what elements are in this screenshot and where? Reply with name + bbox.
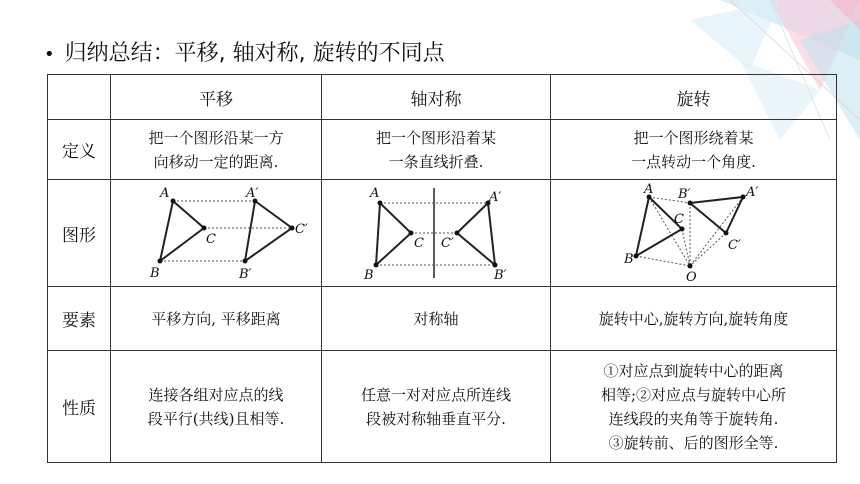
figure-symmetry	[322, 180, 551, 287]
elements-symmetry: 对称轴	[322, 287, 551, 351]
label-B: B	[364, 268, 374, 283]
label-B1: B′	[239, 267, 252, 282]
label-C1: C′	[295, 222, 308, 237]
label-O: O	[685, 270, 697, 283]
row-header-elements: 要素	[48, 287, 111, 351]
column-header-rotation: 旋转	[551, 75, 837, 120]
row-header-definition: 定义	[48, 120, 111, 180]
text-line: ③旋转前、后的图形全等.	[608, 433, 779, 452]
label-A1: A′	[745, 185, 758, 200]
symmetry-diagram	[326, 183, 546, 283]
figure-row	[48, 180, 837, 287]
figure-rotation	[551, 180, 837, 287]
header-row	[48, 75, 837, 120]
title-text: 归纳总结：平移, 轴对称, 旋转的不同点	[64, 41, 445, 66]
label-C1: C′	[441, 236, 454, 251]
text-line: 把一个图形沿着某	[375, 128, 496, 147]
label-C: C	[206, 232, 216, 247]
text-line: 相等;②对应点与旋转中心所	[600, 385, 787, 404]
text-line: ①对应点到旋转中心的距离	[603, 361, 784, 380]
column-header-symmetry: 轴对称	[322, 75, 551, 120]
text-line: 把一个图形绕着某	[633, 128, 754, 147]
elements-rotation: 旋转中心,旋转方向,旋转角度	[551, 287, 837, 351]
row-header-properties: 性质	[48, 351, 111, 463]
text-line: 把一个图形沿某一方	[148, 128, 284, 147]
elements-row	[48, 287, 837, 351]
text-line: 一点转动一个角度.	[631, 152, 756, 171]
definition-rotation	[551, 120, 837, 180]
definition-row	[48, 120, 837, 180]
properties-translation	[111, 351, 322, 463]
comparison-table	[47, 74, 837, 463]
label-A1: A′	[489, 190, 502, 205]
label-A: A	[643, 183, 653, 197]
definition-symmetry	[322, 120, 551, 180]
definition-translation	[111, 120, 322, 180]
label-C: C	[414, 236, 424, 251]
text-line: 连线段的夹角等于旋转角.	[608, 409, 779, 428]
page-title	[44, 36, 445, 67]
label-A: A	[160, 186, 170, 201]
corner-cell	[48, 75, 111, 120]
label-B: B	[623, 252, 634, 267]
translation-diagram	[116, 183, 316, 283]
label-A1: A′	[246, 186, 259, 201]
properties-rotation	[551, 351, 837, 463]
title-bullet: •	[44, 43, 55, 65]
text-line: 段被对称轴垂直平分.	[366, 409, 506, 428]
text-line: 一条直线折叠.	[388, 152, 484, 171]
label-B1: B′	[494, 268, 507, 283]
label-C1: C′	[727, 238, 741, 253]
properties-symmetry	[322, 351, 551, 463]
text-line: 连接各组对应点的线	[148, 385, 284, 404]
row-header-figure: 图形	[48, 180, 111, 287]
label-B: B	[150, 266, 160, 281]
column-header-translation: 平移	[111, 75, 322, 120]
rotation-diagram	[594, 183, 794, 283]
figure-translation	[111, 180, 322, 287]
text-line: 段平行(共线)且相等.	[147, 409, 285, 428]
elements-translation: 平移方向, 平移距离	[111, 287, 322, 351]
text-line: 任意一对对应点所连线	[360, 385, 511, 404]
text-line: 向移动一定的距离.	[153, 152, 279, 171]
label-B1: B′	[677, 187, 691, 202]
properties-row	[48, 351, 837, 463]
label-A: A	[370, 186, 380, 201]
label-C: C	[673, 212, 684, 227]
